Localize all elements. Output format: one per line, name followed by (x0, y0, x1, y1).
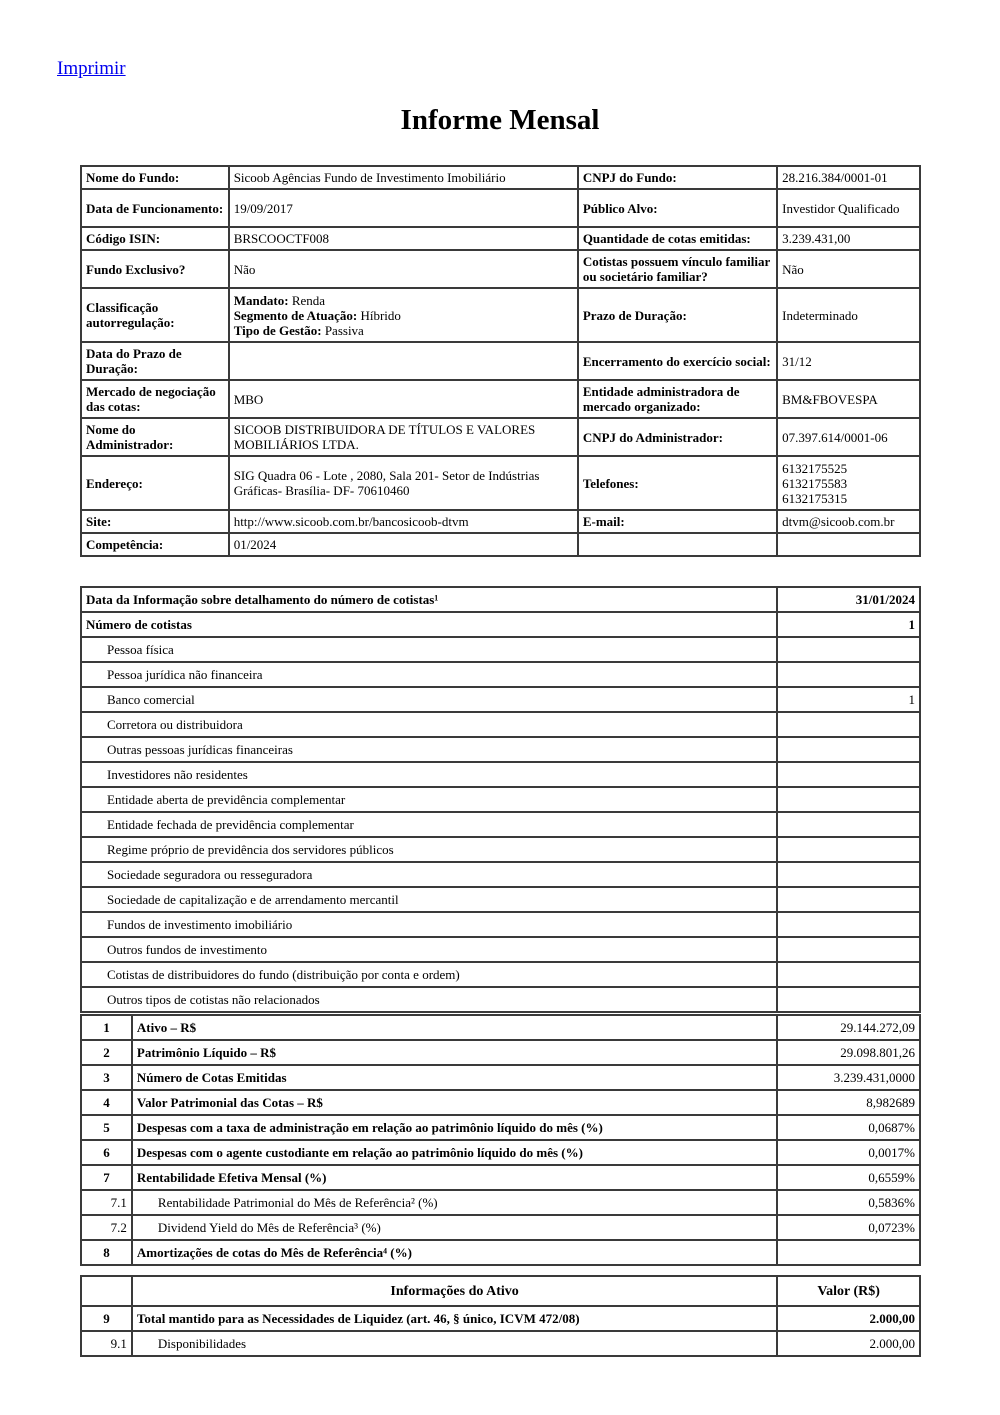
shareholder-type-label: Sociedade de capitalização e de arrendamento mercantil (81, 887, 777, 912)
indicators-table (80, 1014, 921, 1266)
target-audience-value: Investidor Qualificado (777, 189, 920, 227)
row-number: 7 (81, 1165, 132, 1190)
shareholder-type-label: Entidade aberta de previdência complementar (81, 787, 777, 812)
shareholder-type-value (777, 887, 920, 912)
administrator-value: SICOOB DISTRIBUIDORA DE TÍTULOS E VALORES MOBILIÁRIOS LTDA. (229, 418, 578, 456)
indicator-value: 0,0017% (777, 1140, 920, 1165)
table-row (81, 987, 920, 1012)
shareholder-type-value (777, 787, 920, 812)
shareholder-type-label: Fundos de investimento imobiliário (81, 912, 777, 937)
indicator-label: Rentabilidade Patrimonial do Mês de Referência² (%) (132, 1190, 777, 1215)
row-number: 3 (81, 1065, 132, 1090)
shareholder-type-value (777, 762, 920, 787)
competence-value: 01/2024 (229, 533, 578, 556)
shareholder-type-value (777, 912, 920, 937)
table-row (81, 812, 920, 837)
empty-cell (578, 533, 777, 556)
field-label: Fundo Exclusivo? (81, 250, 229, 288)
asset-info-header: Informações do Ativo (132, 1276, 777, 1306)
address-value: SIG Quadra 06 - Lote , 2080, Sala 201- Setor de Indústrias Gráficas- Brasília- DF- 70610460 (229, 456, 578, 510)
market-entity-value: BM&FBOVESPA (777, 380, 920, 418)
fiscal-year-end-value: 31/12 (777, 342, 920, 380)
field-label: CNPJ do Fundo: (578, 166, 777, 189)
phones-value (777, 456, 920, 510)
field-label: Público Alvo: (578, 189, 777, 227)
indicator-value: 29.098.801,26 (777, 1040, 920, 1065)
table-row (81, 533, 920, 556)
table-row (81, 1040, 920, 1065)
indicator-value: 0,5836% (777, 1190, 920, 1215)
field-label: Mercado de negociação das cotas: (81, 380, 229, 418)
table-row (81, 787, 920, 812)
indicator-value: 0,0687% (777, 1115, 920, 1140)
row-number: 5 (81, 1115, 132, 1140)
duration-value: Indeterminado (777, 288, 920, 342)
table-row (81, 1306, 920, 1331)
table-row (81, 887, 920, 912)
indicator-value: 8,982689 (777, 1090, 920, 1115)
indicator-label: Amortizações de cotas do Mês de Referência⁴ (%) (132, 1240, 777, 1265)
fund-info-table (80, 165, 921, 557)
empty-cell (777, 533, 920, 556)
table-row (81, 380, 920, 418)
segment-value: Híbrido (360, 307, 401, 323)
phone-number: 6132175525 (782, 460, 848, 476)
table-row (81, 937, 920, 962)
table-row (81, 1240, 920, 1265)
shareholder-type-value (777, 937, 920, 962)
shareholder-type-value (777, 637, 920, 662)
table-row (81, 962, 920, 987)
shareholder-type-value (777, 862, 920, 887)
duration-date-value (229, 342, 578, 380)
shareholder-type-label: Cotistas de distribuidores do fundo (distribuição por conta e ordem) (81, 962, 777, 987)
shareholder-type-value: 1 (777, 687, 920, 712)
row-number: 8 (81, 1240, 132, 1265)
management-label: Tipo de Gestão: (233, 322, 322, 338)
table-row (81, 1331, 920, 1356)
indicator-value: 3.239.431,0000 (777, 1065, 920, 1090)
shareholder-type-value (777, 812, 920, 837)
site-value: http://www.sicoob.com.br/bancosicoob-dtvm (229, 510, 578, 533)
exclusive-value: Não (229, 250, 578, 288)
table-row (81, 837, 920, 862)
row-number: 7.2 (81, 1215, 132, 1240)
shareholder-type-label: Pessoa física (81, 637, 777, 662)
shareholder-count-label: Número de cotistas (81, 612, 777, 637)
phone-number: 6132175583 (782, 475, 848, 491)
asset-value: 2.000,00 (777, 1331, 920, 1356)
isin-value: BRSCOOCTF008 (229, 227, 578, 250)
fund-name-value: Sicoob Agências Fundo de Investimento Imobiliário (229, 166, 578, 189)
field-label: CNPJ do Administrador: (578, 418, 777, 456)
table-row (81, 1190, 920, 1215)
row-number: 9 (81, 1306, 132, 1331)
field-label: Competência: (81, 533, 229, 556)
shareholder-type-label: Corretora ou distribuidora (81, 712, 777, 737)
table-row (81, 288, 920, 342)
field-label: Cotistas possuem vínculo familiar ou societário familiar? (578, 250, 777, 288)
indicator-value: 0,6559% (777, 1165, 920, 1190)
mandate-label: Mandato: (233, 292, 289, 308)
table-row (81, 687, 920, 712)
row-number: 9.1 (81, 1331, 132, 1356)
market-value: MBO (229, 380, 578, 418)
shareholder-type-label: Regime próprio de previdência dos servidores públicos (81, 837, 777, 862)
indicator-label: Despesas com o agente custodiante em relação ao patrimônio líquido do mês (%) (132, 1140, 777, 1165)
indicator-label: Ativo – R$ (132, 1015, 777, 1040)
shareholder-type-label: Sociedade seguradora ou resseguradora (81, 862, 777, 887)
indicator-label: Número de Cotas Emitidas (132, 1065, 777, 1090)
shareholder-type-value (777, 837, 920, 862)
table-row (81, 1090, 920, 1115)
table-row (81, 712, 920, 737)
table-row (81, 1215, 920, 1240)
table-row (81, 587, 920, 612)
shareholder-type-value (777, 987, 920, 1012)
field-label: Prazo de Duração: (578, 288, 777, 342)
table-row (81, 1015, 920, 1040)
shareholder-type-value (777, 962, 920, 987)
table-row (81, 912, 920, 937)
field-label: Nome do Fundo: (81, 166, 229, 189)
table-row (81, 510, 920, 533)
management-value: Passiva (324, 322, 364, 338)
indicator-label: Rentabilidade Efetiva Mensal (%) (132, 1165, 777, 1190)
value-header: Valor (R$) (777, 1276, 920, 1306)
shareholder-type-label: Pessoa jurídica não financeira (81, 662, 777, 687)
row-number: 1 (81, 1015, 132, 1040)
indicator-label: Dividend Yield do Mês de Referência³ (%) (132, 1215, 777, 1240)
asset-info-table (80, 1275, 921, 1357)
table-row (81, 737, 920, 762)
shareholder-type-label: Entidade fechada de previdência complementar (81, 812, 777, 837)
table-row (81, 227, 920, 250)
table-row (81, 1065, 920, 1090)
field-label: E-mail: (578, 510, 777, 533)
empty-cell (81, 1276, 132, 1306)
table-row (81, 662, 920, 687)
quota-count-value: 3.239.431,00 (777, 227, 920, 250)
table-row (81, 189, 920, 227)
table-row (81, 250, 920, 288)
field-label: Telefones: (578, 456, 777, 510)
indicator-label: Valor Patrimonial das Cotas – R$ (132, 1090, 777, 1115)
shareholder-type-label: Investidores não residentes (81, 762, 777, 787)
table-row (81, 1140, 920, 1165)
phone-number: 6132175315 (782, 490, 848, 506)
table-header-row (81, 1276, 920, 1306)
field-label: Código ISIN: (81, 227, 229, 250)
field-label: Data do Prazo de Duração: (81, 342, 229, 380)
table-row (81, 342, 920, 380)
field-label: Nome do Administrador: (81, 418, 229, 456)
fund-cnpj-value: 28.216.384/0001-01 (777, 166, 920, 189)
row-number: 7.1 (81, 1190, 132, 1215)
indicator-label: Despesas com a taxa de administração em relação ao patrimônio líquido do mês (%) (132, 1115, 777, 1140)
administrator-cnpj-value: 07.397.614/0001-06 (777, 418, 920, 456)
field-label: Quantidade de cotas emitidas: (578, 227, 777, 250)
email-value: dtvm@sicoob.com.br (777, 510, 920, 533)
classification-value (229, 288, 578, 342)
asset-label: Total mantido para as Necessidades de Liquidez (art. 46, § único, ICVM 472/08) (132, 1306, 777, 1331)
field-label: Classificação autorregulação: (81, 288, 229, 342)
table-row (81, 456, 920, 510)
field-label: Data de Funcionamento: (81, 189, 229, 227)
asset-label: Disponibilidades (132, 1331, 777, 1356)
table-row (81, 612, 920, 637)
field-label: Site: (81, 510, 229, 533)
shareholder-type-value (777, 737, 920, 762)
family-link-value: Não (777, 250, 920, 288)
table-row (81, 166, 920, 189)
table-row (81, 637, 920, 662)
table-row (81, 1115, 920, 1140)
start-date-value: 19/09/2017 (229, 189, 578, 227)
field-label: Encerramento do exercício social: (578, 342, 777, 380)
info-date-value: 31/01/2024 (777, 587, 920, 612)
table-row (81, 1165, 920, 1190)
shareholder-type-label: Outras pessoas jurídicas financeiras (81, 737, 777, 762)
indicator-value: 29.144.272,09 (777, 1015, 920, 1040)
row-number: 6 (81, 1140, 132, 1165)
field-label: Endereço: (81, 456, 229, 510)
indicator-value (777, 1240, 920, 1265)
shareholder-type-label: Banco comercial (81, 687, 777, 712)
shareholders-table (80, 586, 921, 1013)
row-number: 2 (81, 1040, 132, 1065)
indicator-value: 0,0723% (777, 1215, 920, 1240)
shareholder-type-label: Outros fundos de investimento (81, 937, 777, 962)
shareholder-count-value: 1 (777, 612, 920, 637)
field-label: Entidade administradora de mercado organizado: (578, 380, 777, 418)
page-title: Informe Mensal (400, 104, 600, 136)
table-row (81, 418, 920, 456)
shareholder-type-label: Outros tipos de cotistas não relacionados (81, 987, 777, 1012)
asset-value: 2.000,00 (777, 1306, 920, 1331)
table-row (81, 862, 920, 887)
table-row (81, 762, 920, 787)
row-number: 4 (81, 1090, 132, 1115)
mandate-value: Renda (291, 292, 326, 308)
info-date-label: Data da Informação sobre detalhamento do número de cotistas¹ (81, 587, 777, 612)
segment-label: Segmento de Atuação: (233, 307, 358, 323)
indicator-label: Patrimônio Líquido – R$ (132, 1040, 777, 1065)
print-link[interactable]: Imprimir (57, 58, 126, 79)
shareholder-type-value (777, 662, 920, 687)
shareholder-type-value (777, 712, 920, 737)
